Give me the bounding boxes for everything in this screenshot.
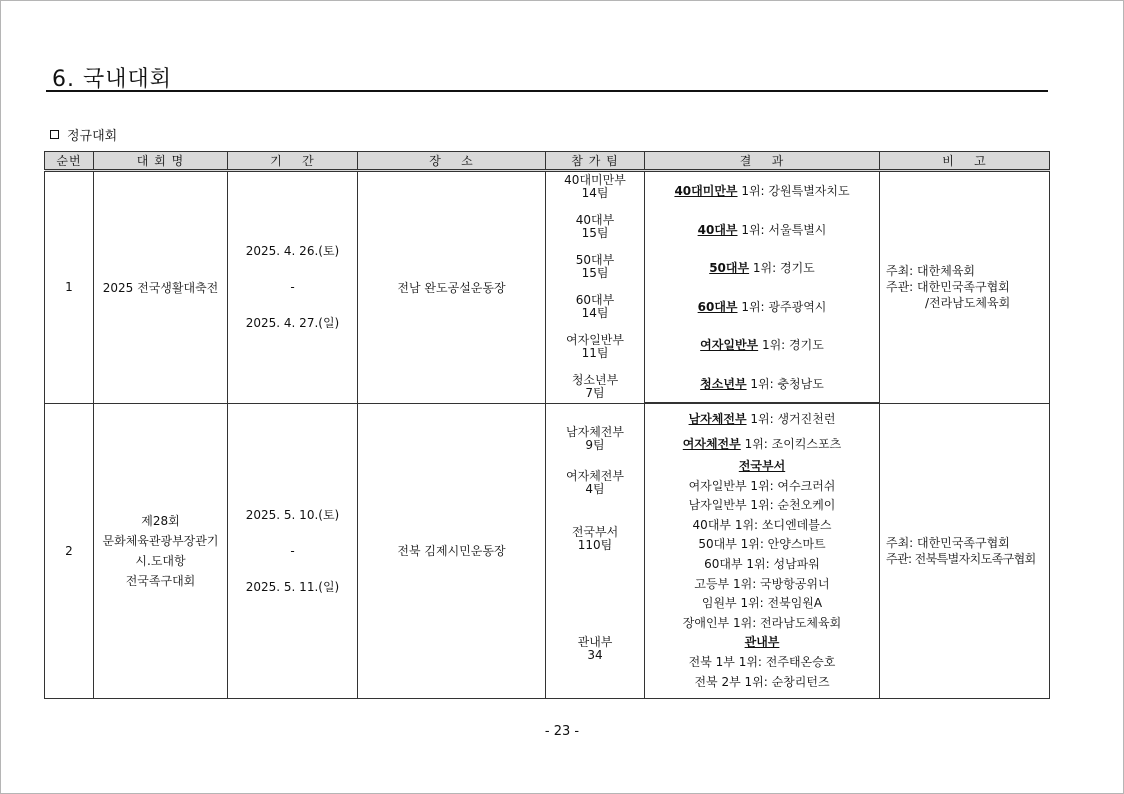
result-line: 관내부 (744, 635, 780, 650)
note-line: /전라남도체육회 (925, 296, 1011, 311)
start-date: 2025. 5. 10.(토) (245, 507, 340, 522)
table-row (45, 171, 1050, 404)
header-results: 결 과 (645, 152, 880, 171)
result-line: 40대부 1위: 서울특별시 (697, 222, 827, 237)
team-entry: 여자일반부 11팀 (566, 333, 624, 361)
note-line: 주관: 대한민국족구협회 (886, 280, 1010, 295)
end-date: 2025. 5. 11.(일) (245, 579, 340, 594)
team-entry: 청소년부 7팀 (571, 373, 619, 401)
result-line: 전북 2부 1위: 순창리턴즈 (694, 674, 830, 689)
row-teams (546, 171, 645, 404)
result-line: 임원부 1위: 전북임원A (701, 596, 823, 611)
team-entry: 남자체전부 9팀 (566, 424, 624, 452)
row-notes (880, 403, 1050, 699)
row-period (228, 171, 358, 404)
team-entry: 60대부 14팀 (575, 293, 615, 321)
team-entry: 40대미만부 14팀 (564, 173, 626, 201)
result-line: 청소년부 1위: 충청남도 (700, 376, 824, 391)
result-line: 50대부 1위: 안양스마트 (698, 537, 826, 552)
result-line: 전북 1부 1위: 전주태온승호 (688, 654, 836, 669)
row-name (94, 403, 228, 699)
result-line: 장애인부 1위: 전라남도체육회 (682, 615, 842, 630)
result-line: 여자일반부 1위: 여수크러쉬 (688, 478, 836, 493)
row-venue: 전북 김제시민운동장 (358, 403, 546, 699)
row-results (645, 171, 880, 404)
result-line: 40대부 1위: 쏘디엔데블스 (692, 517, 832, 532)
section-title-text: 정규대회 (67, 129, 118, 144)
heading-rule (46, 90, 1048, 92)
result-line: 남자체전부 1위: 생거진천런 (688, 411, 836, 426)
team-entry: 여자체전부 4팀 (566, 468, 624, 496)
result-line: 여자일반부 1위: 경기도 (700, 338, 824, 353)
row-no: 1 (45, 171, 94, 404)
date-dash: - (290, 543, 295, 558)
header-name: 대 회 명 (94, 152, 228, 171)
name-line: 2025 전국생활대축전 (102, 280, 219, 295)
result-line: 60대부 1위: 광주광역시 (697, 299, 827, 314)
competition-table (44, 151, 1050, 699)
result-line: 고등부 1위: 국방항공위너 (694, 576, 830, 591)
name-line: 문화체육관광부장관기 (102, 533, 219, 548)
row-name (94, 171, 228, 404)
date-dash: - (290, 280, 295, 295)
team-entry: 50대부 15팀 (575, 253, 615, 281)
name-line: 시.도대항 (135, 553, 186, 568)
row-notes (880, 171, 1050, 404)
row-period (228, 403, 358, 699)
header-teams: 참 가 팀 (546, 152, 645, 171)
row-venue: 전남 완도공설운동장 (358, 171, 546, 404)
team-entry: 관내부 34 (577, 634, 613, 662)
table-header-row (45, 152, 1050, 171)
page-heading: 6. 국내대회 (52, 67, 172, 92)
result-line: 60대부 1위: 성남파워 (704, 557, 820, 571)
note-line: 주최: 대한민국족구협회 (886, 535, 1010, 550)
result-line: 전국부서 (738, 459, 786, 474)
note-line: 주최: 대한체육회 (886, 264, 976, 279)
row-teams (546, 403, 645, 699)
row-results (645, 403, 880, 699)
table-row (45, 403, 1050, 699)
note-line: 주관: 전북특별자치도족구협회 (886, 551, 1036, 566)
team-entry: 40대부 15팀 (575, 213, 615, 241)
result-line: 여자체전부 1위: 조이킥스포츠 (682, 437, 842, 452)
section-title (50, 125, 117, 144)
result-line: 남자일반부 1위: 순천오케이 (688, 498, 836, 513)
header-period: 기 간 (228, 152, 358, 171)
header-notes: 비 고 (880, 152, 1050, 171)
header-no: 순번 (45, 152, 94, 171)
checkbox-icon (50, 130, 59, 139)
result-line: 50대부 1위: 경기도 (709, 261, 815, 276)
header-venue: 장 소 (358, 152, 546, 171)
name-line: 전국족구대회 (125, 573, 196, 588)
row-no: 2 (45, 403, 94, 699)
name-line: 제28회 (141, 513, 180, 528)
page-number: - 23 - (544, 724, 580, 739)
result-line: 40대미만부 1위: 강원특별자치도 (674, 184, 850, 198)
end-date: 2025. 4. 27.(일) (245, 316, 340, 331)
team-entry: 전국부서 110팀 (571, 524, 619, 552)
start-date: 2025. 4. 26.(토) (245, 244, 340, 259)
